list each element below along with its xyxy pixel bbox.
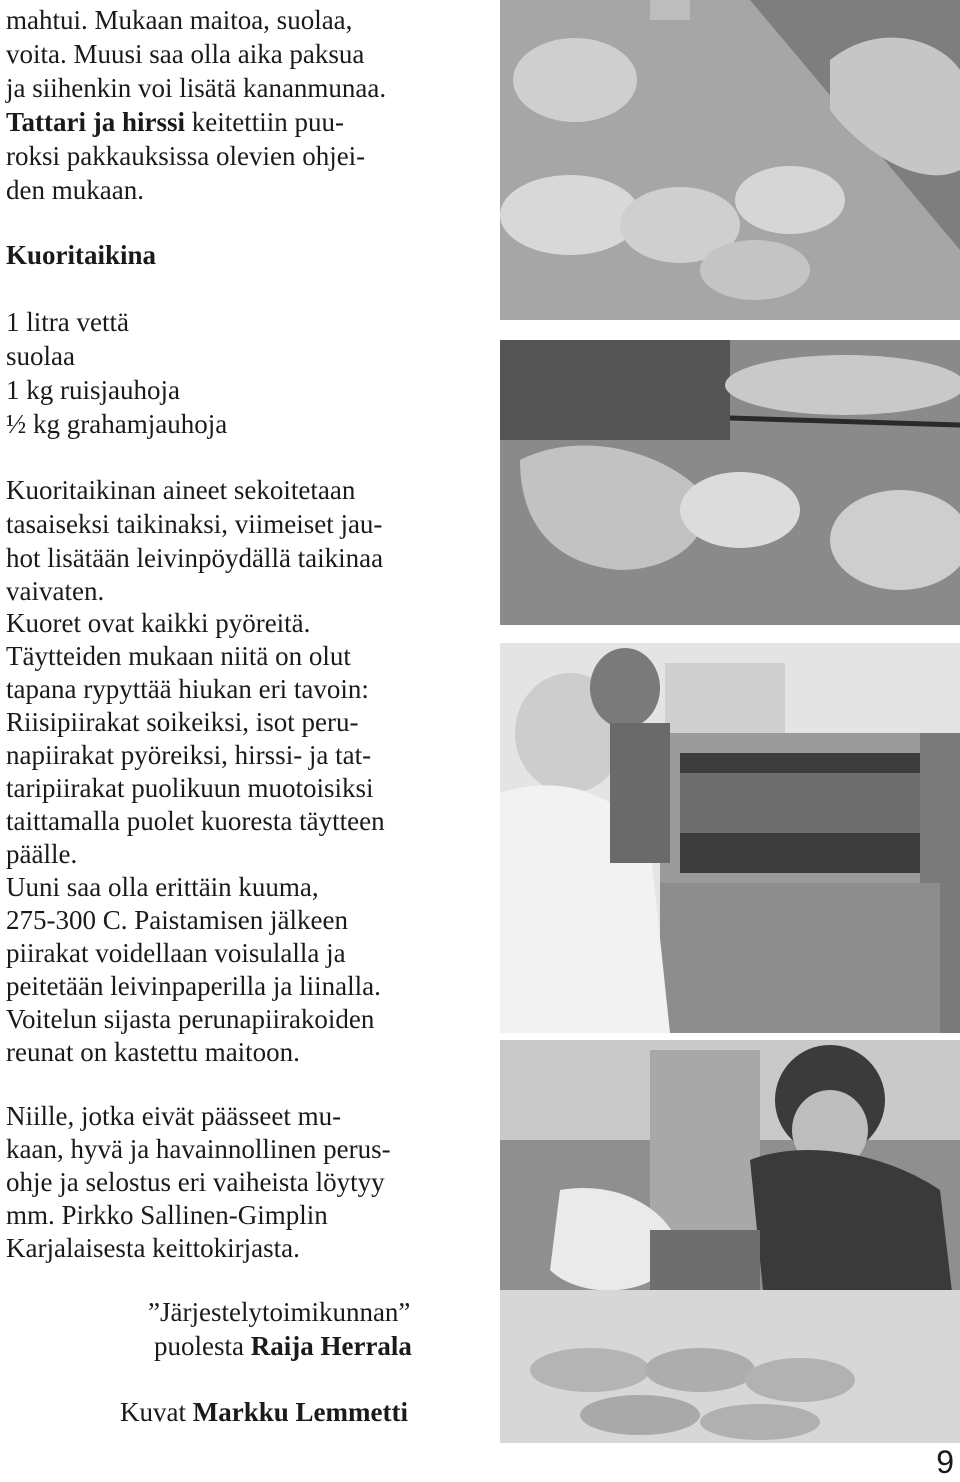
text-line: taripiirakat puolikuun muotoisiksi <box>6 773 374 803</box>
text-line: ohje ja selostus eri vaiheista löytyy <box>6 1167 385 1197</box>
text-line: päälle. <box>6 839 78 869</box>
text-line: napiirakat pyöreiksi, hirssi- ja tat- <box>6 740 372 770</box>
text-line: taittamalla puolet kuoresta täytteen <box>6 806 385 836</box>
tattari-rest: keitettiin puu- <box>185 107 344 137</box>
text-line: tasaiseksi taikinaksi, viimeiset jau- <box>6 509 383 539</box>
photo-credit <box>120 1396 408 1428</box>
text-line: Täytteiden mukaan niitä on olut <box>6 641 351 671</box>
photo-pastry-shaping <box>500 0 960 320</box>
signature-author <box>154 1330 412 1362</box>
photo-baking-tray <box>500 1040 960 1443</box>
page-number: 9 <box>936 1444 954 1480</box>
text-line: 275-300 C. Paistamisen jälkeen <box>6 905 348 935</box>
text-line: piirakat voidellaan voisulalla ja <box>6 938 346 968</box>
text-line: Karjalaisesta keittokirjasta. <box>6 1233 300 1263</box>
section-heading: Kuoritaikina <box>6 240 157 270</box>
text-line: voita. Muusi saa olla aika paksua <box>6 39 365 69</box>
text-line: Niille, jotka eivät päässeet mu- <box>6 1101 342 1131</box>
text-line: Kuoret ovat kaikki pyöreitä. <box>6 608 311 638</box>
text-line: Kuoritaikinan aineet sekoitetaan <box>6 475 356 505</box>
text-line: ja siihenkin voi lisätä kananmunaa. <box>6 73 387 103</box>
text-line: mm. Pirkko Sallinen-Gimplin <box>6 1200 328 1230</box>
text-line: peitetään leivinpaperilla ja liinalla. <box>6 971 381 1001</box>
signature-committee: ”Järjestelytoimikunnan” <box>148 1297 411 1327</box>
text-line: Uuni saa olla erittäin kuuma, <box>6 872 319 902</box>
text-line: den mukaan. <box>6 175 144 205</box>
ingredient-item: 1 kg ruisjauhoja <box>6 375 180 405</box>
tattari-bold: Tattari ja hirssi <box>6 107 186 137</box>
text-line: roksi pakkauksissa olevien ohjei- <box>6 141 366 171</box>
text-line: reunat on kastettu maitoon. <box>6 1037 300 1067</box>
text-line: mahtui. Mukaan maitoa, suolaa, <box>6 5 353 35</box>
photographer-name: Markku Lemmetti <box>192 1397 408 1427</box>
text-line: vaivaten. <box>6 576 105 606</box>
photo-oven <box>500 643 960 1033</box>
text-line: Voitelun sijasta perunapiirakoiden <box>6 1004 375 1034</box>
text-line: hot lisätään leivinpöydällä taikinaa <box>6 543 384 573</box>
photo-pastry-crimping <box>500 340 960 625</box>
author-name: Raija Herrala <box>250 1331 412 1361</box>
photo-credit-prefix: Kuvat <box>120 1397 193 1427</box>
ingredient-item: 1 litra vettä <box>6 307 129 337</box>
text-line: kaan, hyvä ja havainnollinen perus- <box>6 1134 391 1164</box>
ingredient-item: ½ kg grahamjauhoja <box>6 409 228 439</box>
signature-prefix: puolesta <box>154 1331 251 1361</box>
text-line: tapana rypyttää hiukan eri tavoin: <box>6 674 369 704</box>
text-line: Riisipiirakat soikeiksi, isot peru- <box>6 707 359 737</box>
text-line <box>6 106 344 138</box>
ingredient-item: suolaa <box>6 341 75 371</box>
